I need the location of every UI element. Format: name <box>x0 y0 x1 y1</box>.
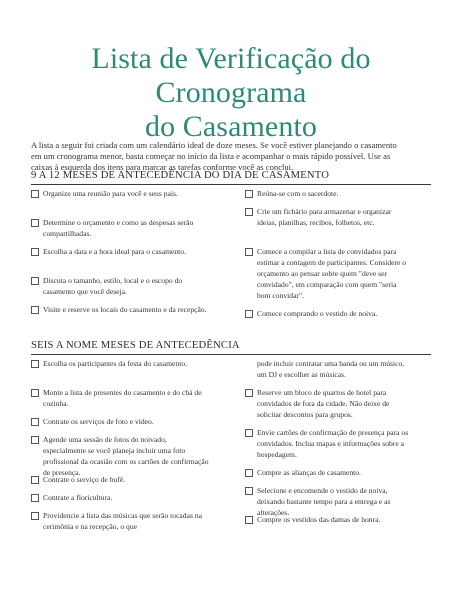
checkbox[interactable] <box>245 248 253 256</box>
checklist-item <box>245 188 409 200</box>
item-text: Providencie a lista das músicas que serão tocadas na cerimônia e na recepção, o que <box>43 511 202 531</box>
checklist-item <box>31 188 211 211</box>
checkbox[interactable] <box>245 208 253 216</box>
checklist-item <box>245 308 409 320</box>
checkbox[interactable] <box>245 190 253 198</box>
checkbox[interactable] <box>245 310 253 318</box>
checkbox[interactable] <box>31 476 39 484</box>
checklist-page <box>31 0 431 600</box>
checkbox[interactable] <box>31 306 39 314</box>
item-text: Escolha os participantes da festa do casamento. <box>43 359 188 368</box>
section-2-right-column <box>245 358 409 526</box>
item-text: Monte a lista de presentes do casamento e do chá de cozinha. <box>43 388 202 408</box>
item-text: Contrate os serviços de foto e vídeo. <box>43 417 154 426</box>
checklist-item <box>31 434 211 477</box>
item-text: Compre as alianças de casamento. <box>257 468 361 477</box>
checkbox[interactable] <box>31 190 39 198</box>
checklist-item <box>31 510 211 533</box>
item-text: Selecione e encomende o vestido de noiva, deixando bastante tempo para a entrega e as alterações. <box>257 486 391 517</box>
item-text: Agende uma sessão de fotos do noivado, especialmente se você planeja incluir uma foto profissional da ocasião com os cartões de confirmação de presença. <box>43 435 209 477</box>
checkbox[interactable] <box>245 429 253 437</box>
intro-paragraph: A lista a seguir foi criada com um calendário ideal de doze meses. Se você estiver planejando o casamento em um cronograma menor, basta começar no início da lista e acompanhar o mais rápido possível. Use as caixas à esquerda dos itens para marcar as tarefas conforme você as conclui. <box>31 140 397 172</box>
section-heading-six-months: SEIS A NOME MESES DE ANTECEDÊNCIA <box>31 340 431 355</box>
checklist-item <box>245 427 409 461</box>
checkbox[interactable] <box>31 219 39 227</box>
section-1-left-column <box>31 188 211 327</box>
checklist-item <box>245 387 409 421</box>
checklist-item <box>31 275 211 298</box>
checkbox[interactable] <box>31 389 39 397</box>
item-text: Escolha a data e a hora ideal para o casamento. <box>43 247 186 256</box>
checkbox[interactable] <box>31 360 39 368</box>
item-text: Contrate o serviço de bufê. <box>43 475 126 484</box>
item-text: Envie cartões de confirmação de presença para os convidados. Inclua mapas e informações sobre a hospedagem. <box>257 428 409 459</box>
checkbox[interactable] <box>245 487 253 495</box>
checkbox[interactable] <box>31 277 39 285</box>
title-line-1: Lista de Verificação do Cronograma <box>91 42 371 109</box>
section-heading-9-12-months: 9 A 12 MESES DE ANTECEDÊNCIA DO DIA DE CASAMENTO <box>31 170 431 185</box>
checklist-item <box>245 467 409 479</box>
checklist-item <box>245 485 409 517</box>
checkbox[interactable] <box>31 418 39 426</box>
item-continuation-text: pode incluir contratar uma banda ou um músico, um DJ e escolher as músicas. <box>257 359 405 379</box>
section-2-left-column <box>31 358 211 533</box>
checklist-item <box>31 246 211 269</box>
checkbox[interactable] <box>245 469 253 477</box>
item-text: Discuta o tamanho, estilo, local e o escopo do casamento que você deseja. <box>43 276 183 296</box>
checklist-item <box>31 387 211 410</box>
checklist-item <box>31 217 211 240</box>
item-text: Reserve um bloco de quartos de hotel para convidados de fora da cidade. Não deixe de solicitar descontos para grupos. <box>257 388 390 419</box>
item-text: Visite e reserve os locais do casamento e da recepção. <box>43 305 207 314</box>
checklist-item <box>31 492 211 504</box>
item-text: Organize uma reunião para você e seus pais. <box>43 189 178 198</box>
item-text: Contrate a floricultura. <box>43 493 113 502</box>
checklist-item <box>31 474 211 486</box>
checklist-item <box>31 304 211 327</box>
checkbox[interactable] <box>31 512 39 520</box>
checkbox[interactable] <box>245 516 253 524</box>
item-text: Crie um fichário para armazenar e organizar ideias, planilhas, recibos, folhetos, etc. <box>257 207 392 227</box>
item-text: Compre os vestidos das damas de honra. <box>257 515 381 524</box>
section-1-right-column <box>245 188 409 320</box>
checklist-item <box>31 416 211 428</box>
checklist-item <box>245 206 409 240</box>
title-line-2: do Casamento <box>144 110 317 143</box>
item-text: Comece comprando o vestido de noiva. <box>257 309 378 318</box>
checkbox[interactable] <box>31 436 39 444</box>
item-text: Determine o orçamento e como as despesas serão compartilhadas. <box>43 218 194 238</box>
checkbox[interactable] <box>245 389 253 397</box>
checkbox[interactable] <box>31 494 39 502</box>
page-title <box>31 42 431 144</box>
checklist-item <box>245 514 409 526</box>
checkbox[interactable] <box>31 248 39 256</box>
checklist-item <box>31 358 211 381</box>
checklist-item <box>245 246 409 302</box>
item-text: Reúna-se com o sacerdote. <box>257 189 339 198</box>
item-text: Comece a compilar a lista de convidados para estimar a contagem de participantes. Considere o orçamento ao pensar sobre quem "deve ser convidado", em comparação com quem "seria bom convidar". <box>257 247 407 300</box>
